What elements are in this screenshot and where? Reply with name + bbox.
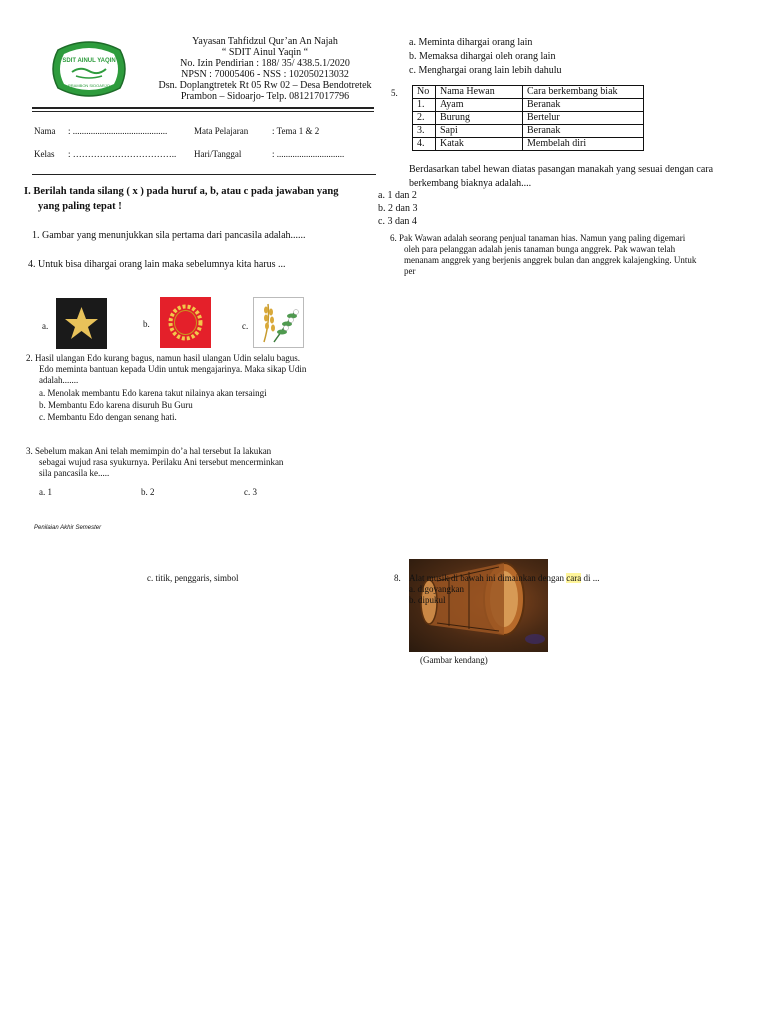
logo-top-text: SDIT AINUL YAQIN bbox=[62, 58, 116, 64]
question-3-option-b[interactable]: b. 2 bbox=[141, 487, 155, 497]
table-cell: 1. bbox=[413, 99, 436, 112]
option-b-label: b. bbox=[143, 319, 150, 329]
question-5-line2: berkembang biaknya adalah.... bbox=[409, 178, 532, 189]
animal-table bbox=[412, 85, 644, 151]
table-row bbox=[413, 112, 644, 125]
table-cell: Burung bbox=[436, 112, 523, 125]
question-3-line2: sebagai wujud rasa syukurnya. Perilaku Ani tersebut mencerminkan bbox=[39, 457, 284, 467]
header-npsn: NPSN : 70005406 - NSS : 102050213032 bbox=[181, 69, 349, 80]
question-2-option-c[interactable]: c. Membantu Edo dengan senang hati. bbox=[39, 412, 177, 422]
question-3-line3: sila pancasila ke..... bbox=[39, 468, 110, 478]
option-a-label: a. bbox=[42, 321, 49, 331]
question-8-text-start: Alat musik di bawah ini dimainkan dengan bbox=[409, 573, 567, 583]
nama-field[interactable]: : .......................................... bbox=[68, 126, 168, 136]
question-5-line1: Berdasarkan tabel hewan diatas pasangan manakah yang sesuai dengan cara bbox=[409, 164, 714, 175]
table-cell: Ayam bbox=[436, 99, 523, 112]
kendang-caption: (Gambar kendang) bbox=[420, 655, 488, 665]
header-divider-thick bbox=[32, 107, 374, 109]
table-header-cell: No bbox=[413, 86, 436, 99]
kelas-field[interactable]: : …………………………….. bbox=[68, 149, 177, 159]
header-foundation: Yayasan Tahfidzul Qur’an An Najah bbox=[192, 36, 338, 47]
question-8-highlight: cara bbox=[566, 573, 582, 583]
question-8-option-a[interactable]: a. digoyangkan bbox=[409, 584, 464, 594]
question-3-option-c[interactable]: c. 3 bbox=[244, 487, 257, 497]
logo-bottom-text: PRAMBON SIDOARJO bbox=[68, 83, 110, 88]
question-5-option-c[interactable]: c. 3 dan 4 bbox=[378, 216, 417, 227]
question-5-number: 5. bbox=[391, 88, 398, 98]
table-cell: Sapi bbox=[436, 125, 523, 138]
option-c-rice-cotton-image[interactable] bbox=[253, 297, 304, 348]
question-5-option-b[interactable]: b. 2 dan 3 bbox=[378, 203, 418, 214]
question-6-line2: oleh para pelanggan adalah jenis tanaman bunga anggrek. Pak wawan telah bbox=[404, 244, 676, 254]
instructions bbox=[24, 184, 374, 214]
footer-note: Penilaian Akhir Semester bbox=[34, 525, 102, 531]
table-row bbox=[413, 138, 644, 151]
table-cell: Katak bbox=[436, 138, 523, 151]
star-icon bbox=[56, 298, 107, 349]
question-6-line4: per bbox=[404, 266, 416, 276]
header-address: Dsn. Doplangtretek Rt 05 Rw 02 – Desa Bendotretek bbox=[158, 80, 372, 91]
question-8-number: 8. bbox=[394, 573, 401, 583]
option-c-label: c. bbox=[242, 321, 249, 331]
question-4-option-c[interactable]: c. Menghargai orang lain lebih dahulu bbox=[409, 65, 562, 76]
table-cell: Membelah diri bbox=[523, 138, 644, 151]
question-3 bbox=[26, 446, 366, 479]
table-cell: 2. bbox=[413, 112, 436, 125]
kelas-label: Kelas bbox=[34, 149, 55, 159]
table-header-cell: Nama Hewan bbox=[436, 86, 523, 99]
question-2 bbox=[26, 353, 366, 423]
rice-cotton-icon bbox=[254, 298, 303, 347]
table-cell: Bertelur bbox=[523, 112, 644, 125]
tanggal-field[interactable]: : .............................. bbox=[272, 149, 345, 159]
question-2-option-a[interactable]: a. Menolak membantu Edo karena takut nilainya akan tersaingi bbox=[39, 388, 267, 398]
question-3-option-a[interactable]: a. 1 bbox=[39, 487, 52, 497]
option-b-chain-image[interactable] bbox=[160, 297, 211, 348]
question-5-text bbox=[409, 164, 754, 190]
header-divider-thin bbox=[32, 111, 374, 112]
table-cell: 4. bbox=[413, 138, 436, 151]
header-license: No. Izin Pendirian : 188/ 35/ 438.5.1/2020 bbox=[180, 58, 350, 69]
question-5-options bbox=[378, 190, 417, 228]
table-header-row bbox=[413, 86, 644, 99]
question-8-option-b[interactable]: b. dipukul bbox=[409, 595, 446, 605]
question-6-line1: 6. Pak Wawan adalah seorang penjual tanaman hias. Namun yang paling digemari bbox=[390, 233, 686, 243]
question-6 bbox=[390, 233, 740, 277]
question-4-option-b[interactable]: b. Memaksa dihargai oleh orang lain bbox=[409, 51, 556, 62]
question-6-line3: menanam anggrek yang berjenis anggrek bulan dan anggrek kalajengking. Untuk bbox=[404, 255, 697, 265]
question-8-text bbox=[409, 573, 599, 584]
question-5-option-a[interactable]: a. 1 dan 2 bbox=[378, 190, 417, 201]
table-cell: Beranak bbox=[523, 99, 644, 112]
header-contact: Prambon – Sidoarjo- Telp. 081217017796 bbox=[180, 91, 350, 102]
question-4-options bbox=[409, 37, 729, 77]
tanggal-label: Hari/Tanggal bbox=[194, 149, 242, 159]
question-2-line3: adalah....... bbox=[39, 375, 79, 385]
header-school-name: “ SDIT Ainul Yaqin “ bbox=[221, 47, 309, 58]
school-logo bbox=[50, 36, 128, 102]
question-4-option-a[interactable]: a. Meminta dihargai orang lain bbox=[409, 37, 533, 48]
nama-label: Nama bbox=[34, 126, 56, 136]
table-row bbox=[413, 99, 644, 112]
chain-icon bbox=[160, 297, 211, 348]
option-a-star-image[interactable] bbox=[56, 298, 107, 349]
instructions-line1: I. Berilah tanda silang ( x ) pada huruf a, b, atau c pada jawaban yang bbox=[24, 186, 339, 197]
question-2-line2: Edo meminta bantuan kepada Udin untuk mengajarinya. Maka sikap Udin bbox=[39, 364, 307, 374]
school-header bbox=[135, 36, 395, 102]
question-3-line1: 3. Sebelum makan Ani telah memimpin do’a hal tersebut Ia lakukan bbox=[26, 446, 272, 456]
stray-option-c[interactable]: c. titik, penggaris, simbol bbox=[147, 573, 239, 583]
table-cell: Beranak bbox=[523, 125, 644, 138]
table-cell: 3. bbox=[413, 125, 436, 138]
question-2-line1: 2. Hasil ulangan Edo kurang bagus, namun hasil ulangan Udin selalu bagus. bbox=[26, 353, 300, 363]
question-1: 1. Gambar yang menunjukkan sila pertama dari pancasila adalah...... bbox=[32, 230, 306, 241]
table-row bbox=[413, 125, 644, 138]
question-8-text-end: di ... bbox=[581, 573, 600, 583]
instructions-line2: yang paling tepat ! bbox=[38, 201, 122, 212]
mapel-label: Mata Pelajaran bbox=[194, 126, 249, 136]
question-2-option-b[interactable]: b. Membantu Edo karena disuruh Bu Guru bbox=[39, 400, 193, 410]
question-4: 4. Untuk bisa dihargai orang lain maka sebelumnya kita harus ... bbox=[28, 259, 286, 270]
mapel-field[interactable]: : Tema 1 & 2 bbox=[272, 126, 320, 136]
table-header-cell: Cara berkembang biak bbox=[523, 86, 644, 99]
identity-divider bbox=[32, 174, 376, 175]
